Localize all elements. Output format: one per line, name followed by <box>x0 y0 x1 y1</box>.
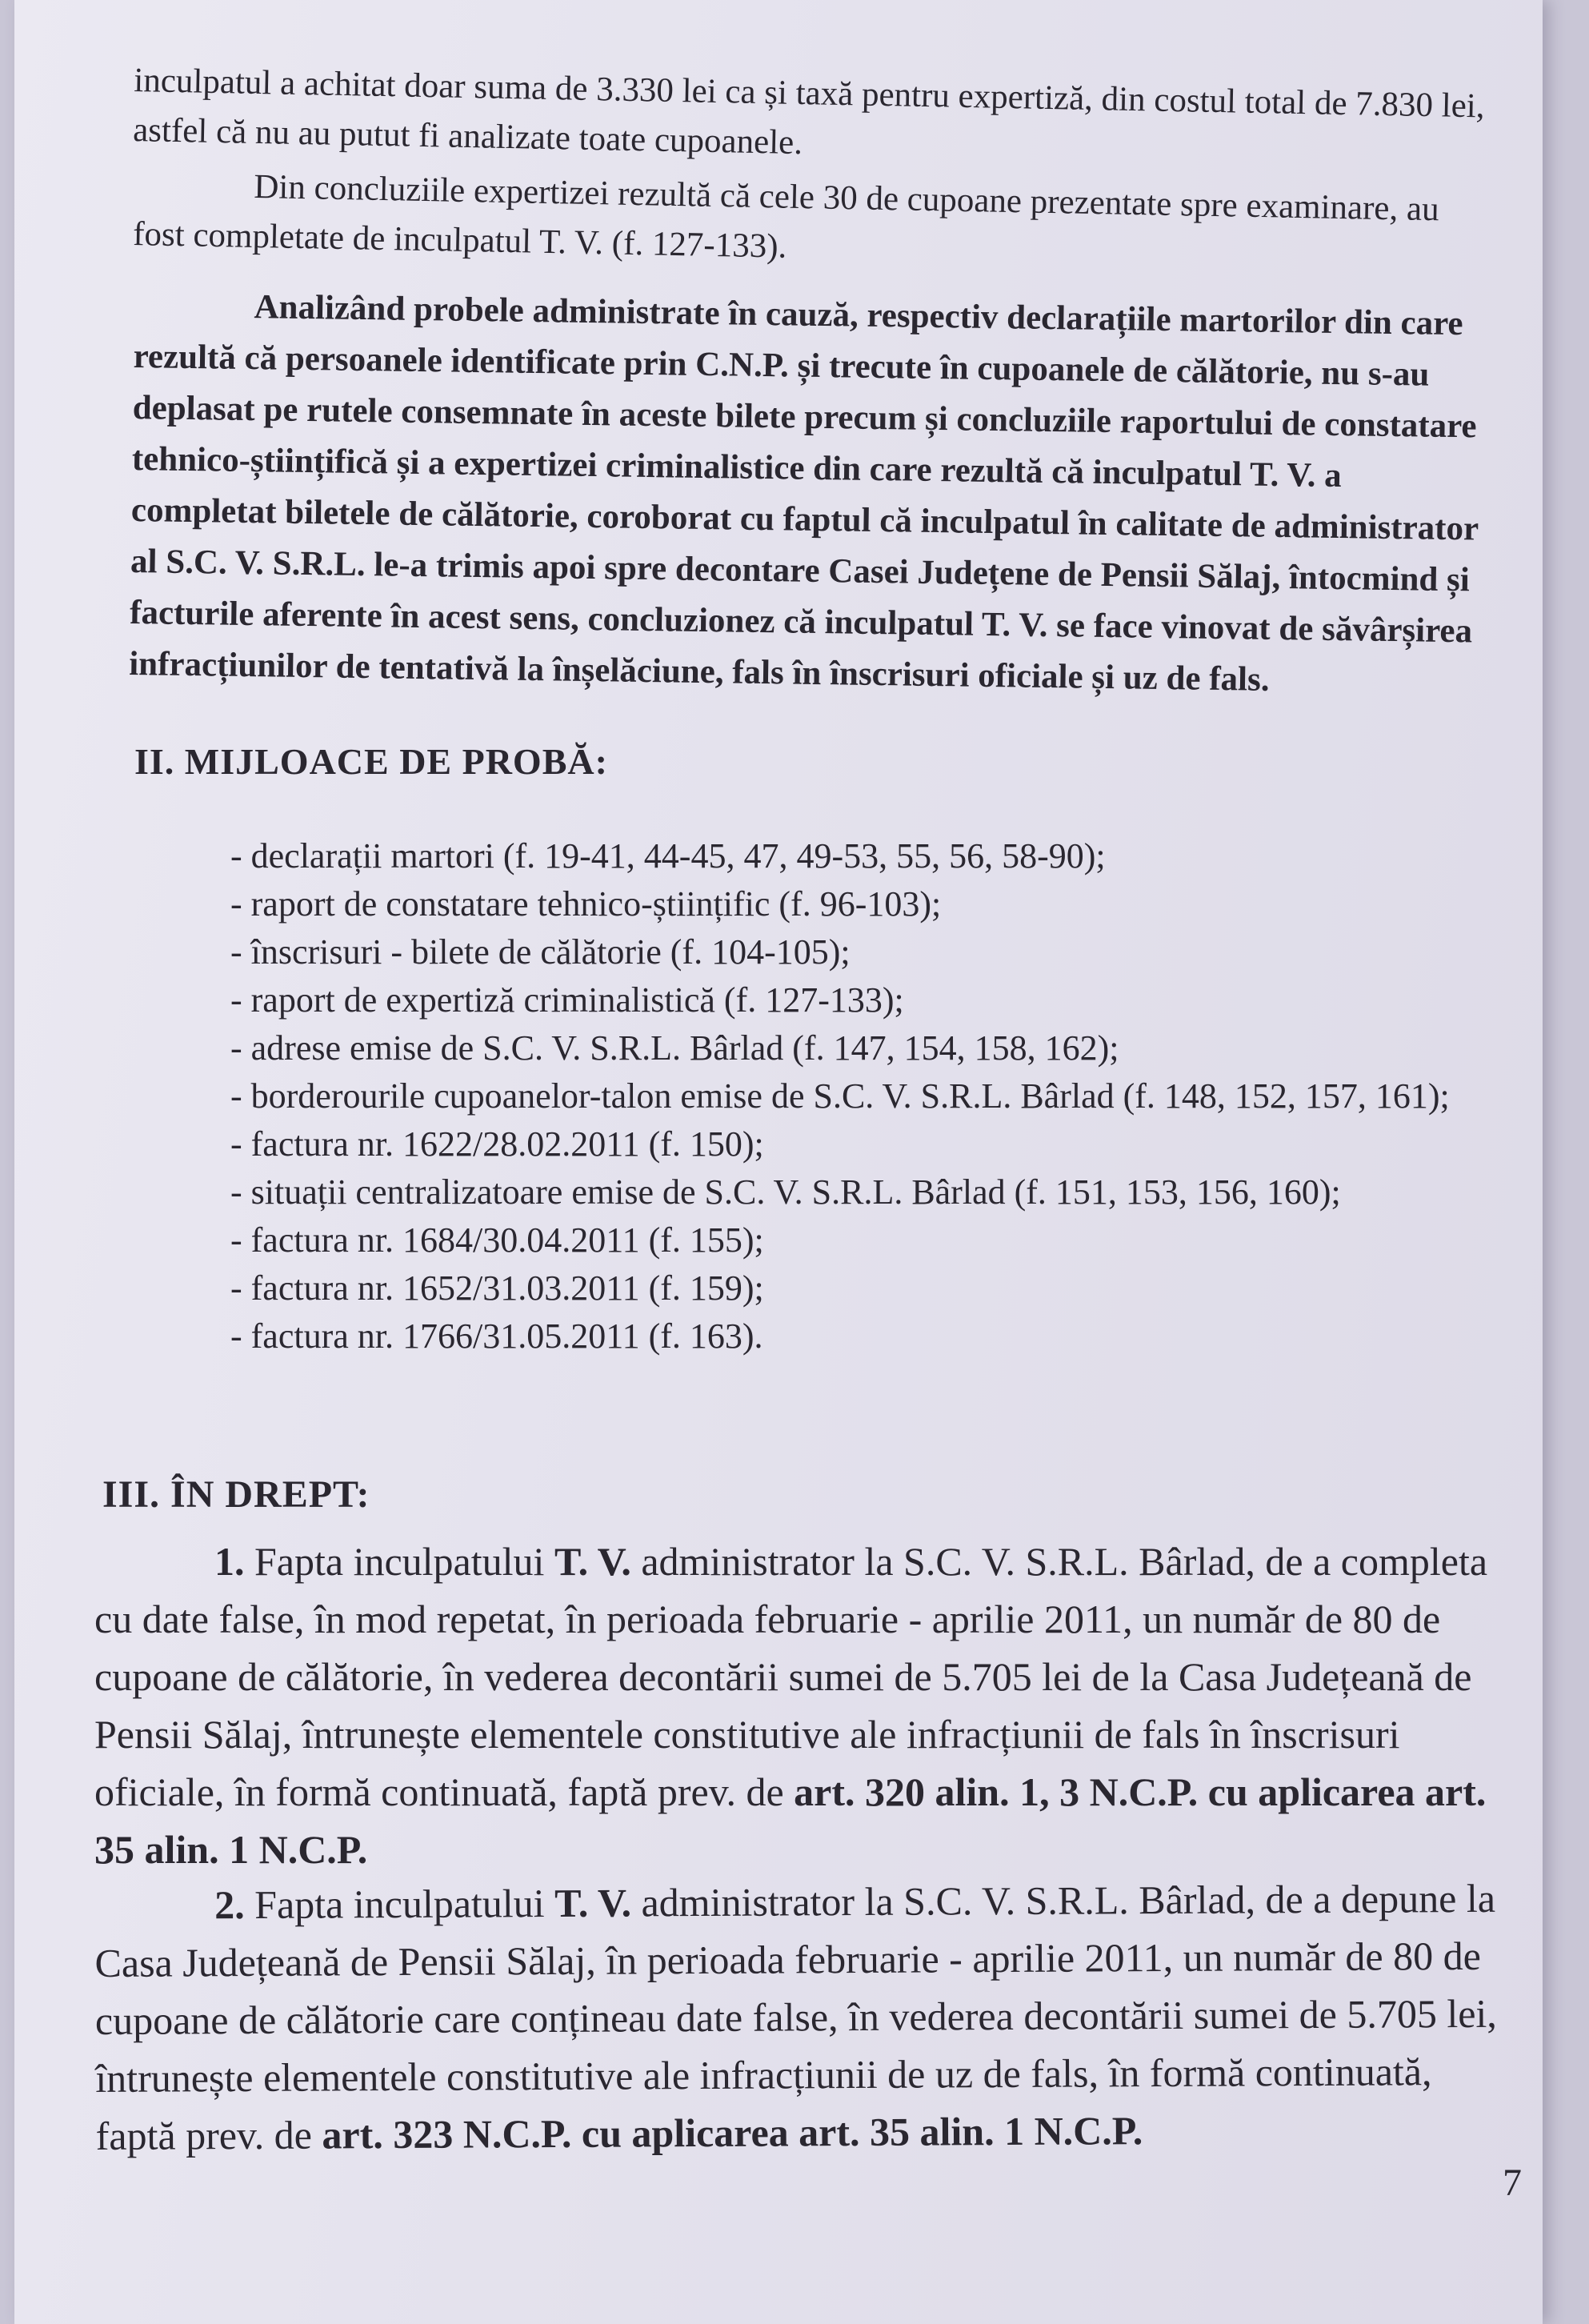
point-text: administrator la S.C. V. S.R.L. Bârlad, de a depune la Casa Județeană de Pensii Sălaj, în perioada februarie - aprilie 2011, un număr de 80 de cupoane de călătorie care conțineau date false, în vederea decontării sumei de 5.705 lei, întrunește elementele constitutive ale infracțiunii de uz de fals, în formă continuată, faptă prev. de <box>94 1875 1498 2158</box>
list-item: - raport de constatare tehnico-științific (f. 96-103); <box>230 884 942 924</box>
point-text: administrator la S.C. V. S.R.L. Bârlad, de a completa cu date false, în mod repetat, în perioada februarie - aprilie 2011, un număr de 80 de cupoane de călătorie, în vederea decontării sumei de 5.705 lei de la Casa Județeană de Pensii Sălaj, întrunește elementele constitutive ale infracțiunii de fals în înscrisuri oficiale, în formă continuată, faptă prev. de <box>94 1539 1488 1814</box>
point-number: 2. <box>214 1882 245 1928</box>
point-text: Fapta inculpatului <box>254 1539 554 1584</box>
point-number: 1. <box>214 1539 245 1584</box>
list-item: - borderourile cupoanelor-talon emise de S.C. V. S.R.L. Bârlad (f. 148, 152, 157, 161); <box>230 1076 1450 1116</box>
list-item: - declarații martori (f. 19-41, 44-45, 47, 49-53, 55, 56, 58-90); <box>230 836 1106 876</box>
list-item: - factura nr. 1652/31.03.2011 (f. 159); <box>230 1268 764 1308</box>
legal-point-1 <box>94 1533 1503 1878</box>
section-heading-mijloace: II. MIJLOACE DE PROBĂ: <box>134 741 608 782</box>
list-item: - factura nr. 1684/30.04.2011 (f. 155); <box>230 1220 764 1260</box>
list-item: - factura nr. 1622/28.02.2011 (f. 150); <box>230 1124 764 1164</box>
paragraph-taxa <box>133 56 1495 182</box>
list-item: - factura nr. 1766/31.05.2011 (f. 163). <box>230 1316 763 1356</box>
section-heading-in-drept: III. ÎN DREPT: <box>102 1473 370 1516</box>
point-defendant: T. V. <box>554 1880 632 1925</box>
list-item: - înscrisuri - bilete de călătorie (f. 104-105); <box>230 932 851 972</box>
evidence-list <box>134 832 1455 1360</box>
point-defendant: T. V. <box>554 1539 631 1584</box>
list-item: - situații centralizatoare emise de S.C. V. S.R.L. Bârlad (f. 151, 153, 156, 160); <box>230 1172 1341 1212</box>
point-legal-reference: art. 320 alin. 1, 3 N.C.P. cu aplicarea art. 35 alin. 1 N.C.P. <box>94 1769 1487 1872</box>
list-item: - adrese emise de S.C. V. S.R.L. Bârlad (f. 147, 154, 158, 162); <box>230 1028 1119 1068</box>
paragraph-text: Analizând probele administrate în cauză, respectiv declarațiile martorilor din care rezultă că persoanele identificate prin C.N.P. și trecute în cupoanele de călătorie, nu s-au deplasat pe rutele consemnate în aceste bilete precum și concluziile raportului de constatare tehnico-științifică și a expertizei criminalistice din care rezultă că inculpatul T. V. a completat biletele de călătorie, coroborat cu faptul că inculpatul în calitate de administrator al S.C. V. S.R.L. le-a trimis apoi spre decontare Casei Județene de Pensii Sălaj, întocmind și facturile aferente în acest sens, concluzionez că inculpatul T. V. se face vinovat de săvârșirea infracțiunilor de tentativă la înșelăciune, fals în înscrisuri oficiale și uz de fals. <box>128 288 1479 699</box>
document-page <box>14 0 1543 2324</box>
paragraph-concluzii-expertiza <box>133 160 1495 286</box>
point-legal-reference: art. 323 N.C.P. cu aplicarea art. 35 alin. 1 N.C.P. <box>322 2108 1143 2158</box>
point-text: Fapta inculpatului <box>254 1880 555 1927</box>
paragraph-analiza-probe <box>129 280 1495 709</box>
list-item: - raport de expertiză criminalistică (f. 127-133); <box>230 980 904 1020</box>
paragraph-text: Din concluziile expertizei rezultă că cele 30 de cupoane prezentate spre examinare, au fost completate de inculpatul T. V. (f. 127-133). <box>132 167 1440 266</box>
page-number: 7 <box>1503 2162 1522 2204</box>
paragraph-text: inculpatul a achitat doar suma de 3.330 lei ca și taxă pentru expertiză, din costul total de 7.830 lei, astfel că nu au putut fi analizate toate cupoanele. <box>132 61 1485 162</box>
legal-point-2 <box>94 1869 1504 2165</box>
